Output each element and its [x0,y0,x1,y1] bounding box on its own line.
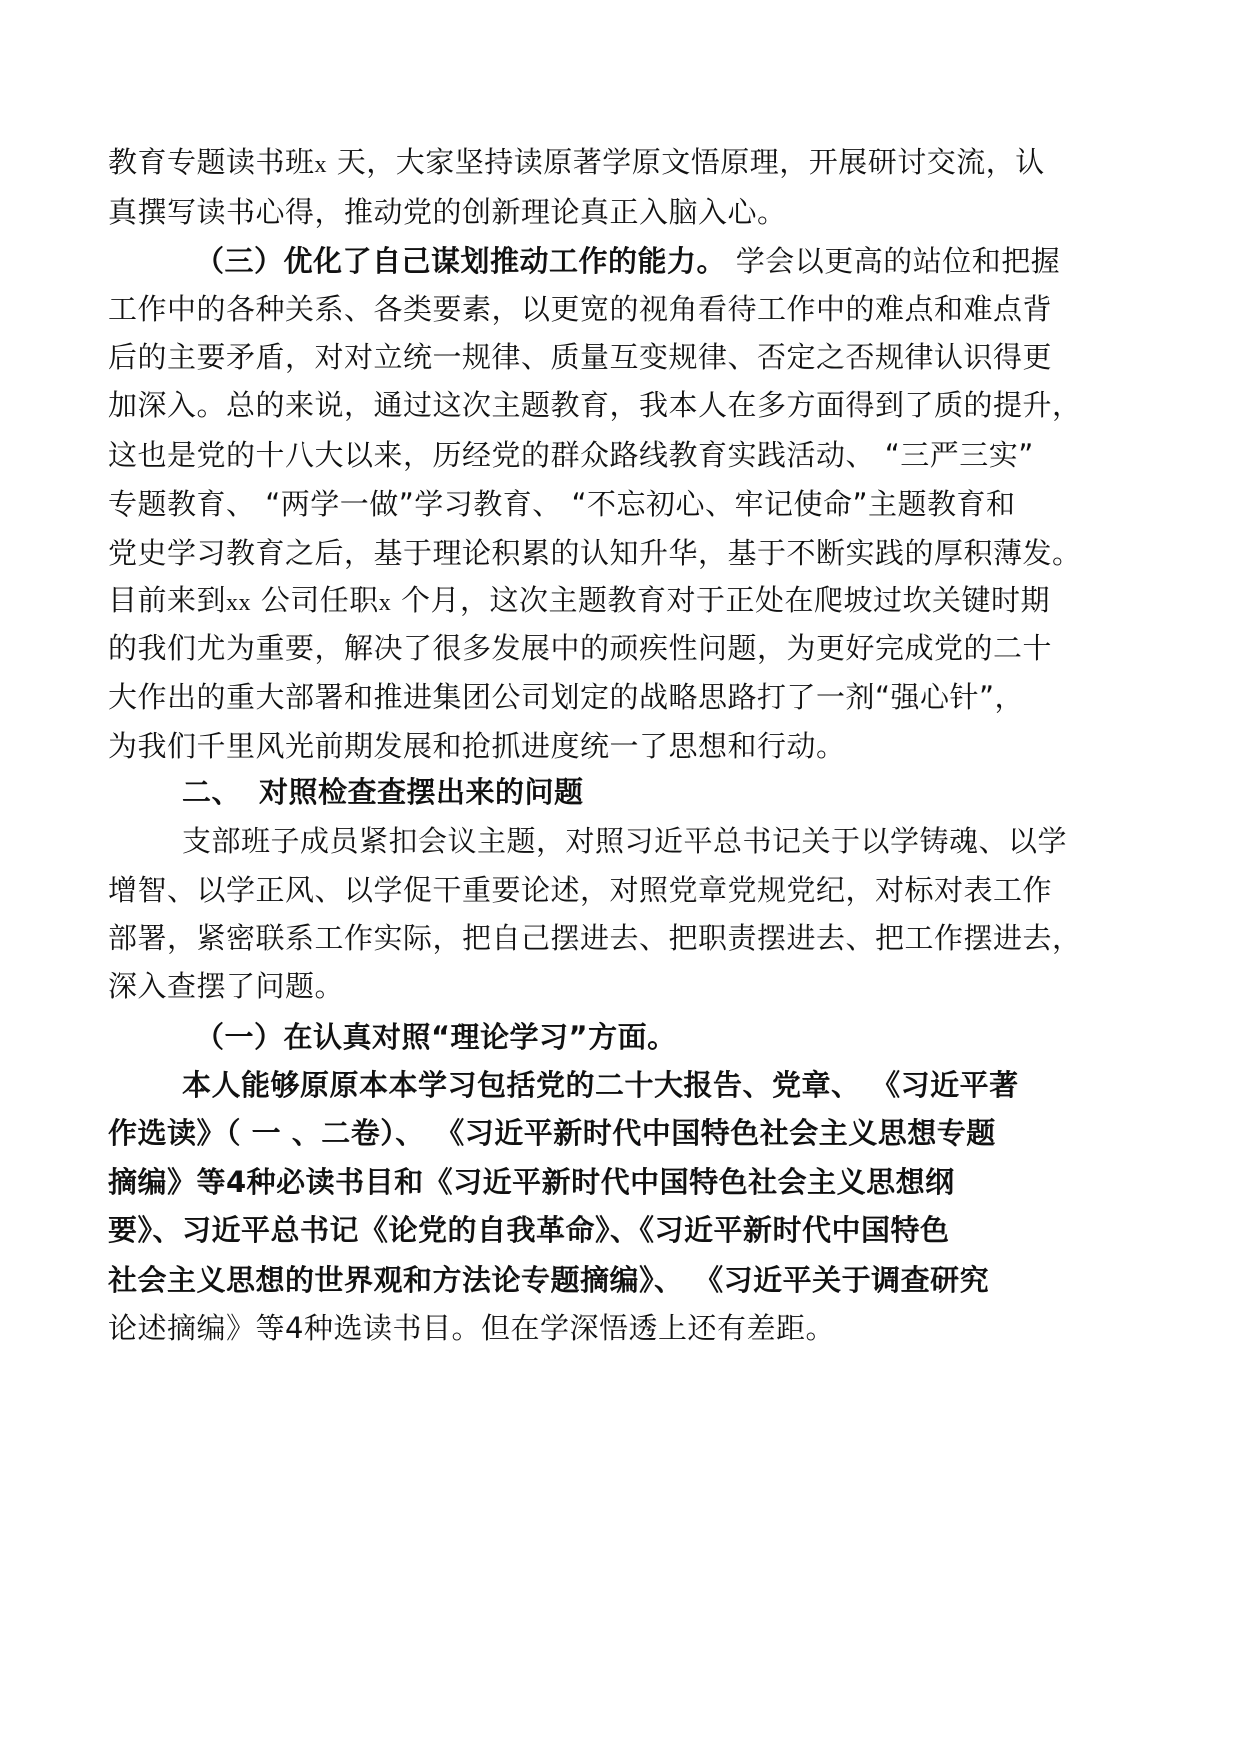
placeholder-mark: x [378,590,392,616]
text-segment: 教育专题读书班 [108,145,315,179]
paragraph-line [108,580,1050,623]
paragraph-line: 要》、习近平总书记《论党的自我革命》、《习近平新时代中国特色 [108,1213,950,1247]
paragraph-line: 部署，紧密联系工作实际，把自己摆进去、把职责摆进去、把工作摆进去， [108,921,1082,955]
section-title: 对照检查查摆出来的问题 [259,775,584,809]
paragraph-line: 的我们尤为重要，解决了很多发展中的顽疾性问题，为更好完成党的二十 [108,631,1053,665]
text-segment: 天，大家坚持读原著学原文悟原理，开展研讨交流，认 [327,145,1045,179]
paragraph-line: 论述摘编》等4种选读书目。但在学深悟透上还有差距。 [108,1311,835,1345]
paragraph-line: 支部班子成员紧扣会议主题，对照习近平总书记关于以学铸魂、以学 [182,824,1068,858]
paragraph-line: 加深入。总的来说，通过这次主题教育，我本人在多方面得到了质的提升， [108,388,1082,422]
paragraph-line: 摘编》等4种必读书目和《习近平新时代中国特色社会主义思想纲 [108,1165,955,1199]
subheading-text: （三）优化了自己谋划推动工作的能力。 [195,244,727,278]
placeholder-mark: x [314,152,328,178]
paragraph-line: 真撰写读书心得，推动党的创新理论真正入脑入心。 [108,195,787,229]
paragraph-line: 党史学习教育之后，基于理论积累的认知升华，基于不断实践的厚积薄发。 [108,536,1082,570]
placeholder-mark: xx [226,590,252,616]
subheading-line: （一）在认真对照“理论学习”方面。 [195,1020,677,1054]
paragraph-line: 社会主义思想的世界观和方法论专题摘编》、 《习近平关于调查研究 [108,1263,990,1297]
paragraph-line: 增智、以学正风、以学促干重要论述，对照党章党规党纪，对标对表工作 [108,873,1053,907]
subheading-line [195,241,1060,281]
text-segment: 公司任职 [251,583,379,617]
paragraph-line: 后的主要矛盾，对对立统一规律、质量互变规律、否定之否规律认识得更 [108,340,1053,374]
section-heading [182,772,584,812]
section-number: 二、 [182,775,242,809]
paragraph-line: 专题教育、 “两学一做”学习教育、 “不忘初心、牢记使命”主题教育和 [108,487,1016,521]
paragraph-line: 这也是党的十八大以来，历经党的群众路线教育实践活动、 “三严三实” [108,438,1034,472]
paragraph-line [108,142,1045,185]
paragraph-line: 工作中的各种关系、各类要素，以更宽的视角看待工作中的难点和难点背 [108,292,1053,326]
paragraph-line: 大作出的重大部署和推进集团公司划定的战略思路打了一剂“强心针”， [108,680,1025,714]
text-segment: 目前来到 [108,583,227,617]
text-segment: 学会以更高的站位和把握 [726,244,1061,278]
paragraph-line: 深入查摆了问题。 [108,969,345,1003]
paragraph-line: 为我们千里风光前期发展和抢抓进度统一了思想和行动。 [108,729,846,763]
paragraph-line: 本人能够原原本本学习包括党的二十大报告、党章、 《习近平著 [182,1068,1019,1102]
text-segment: 个月，这次主题教育对于正处在爬坡过坎关键时期 [391,583,1050,617]
paragraph-line: 作选读》（ 一 、二卷）、 《习近平新时代中国特色社会主义思想专题 [108,1116,996,1150]
